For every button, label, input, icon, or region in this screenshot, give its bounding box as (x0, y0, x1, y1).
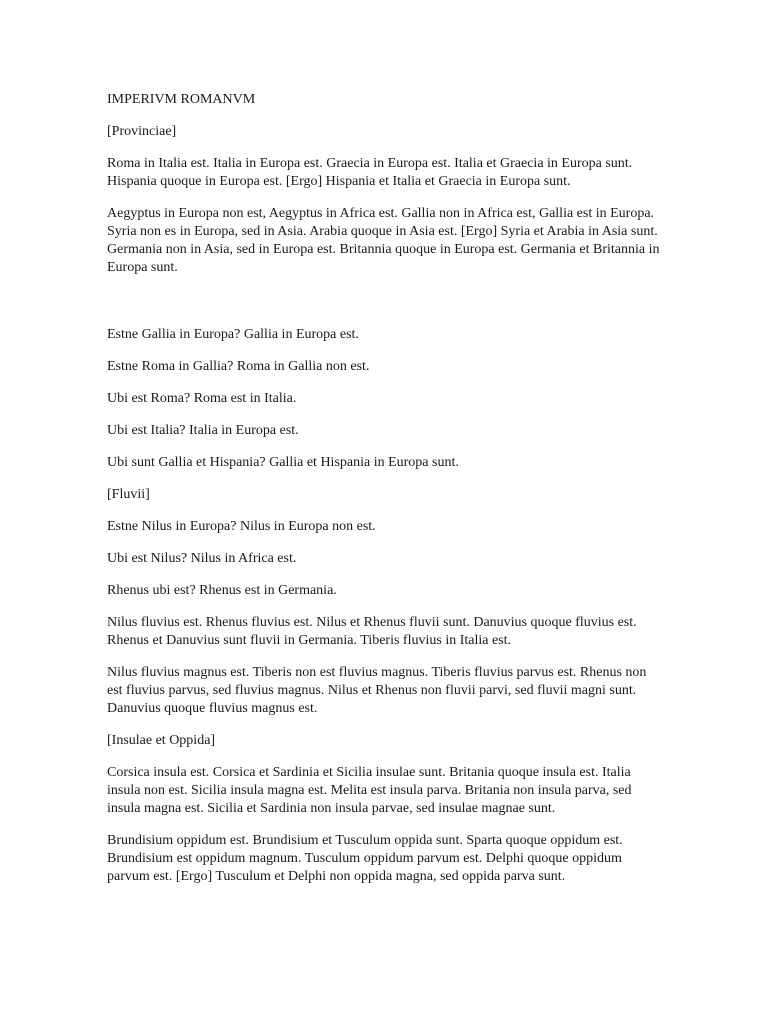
paragraph: Brundisium oppidum est. Brundisium et Tusculum oppida sunt. Sparta quoque oppidum est. Brundisium est oppidum magnum. Tusculum oppidum parvum est. Delphi quoque oppidum parvum est. [Ergo] Tusculum et Delphi non oppida magna, sed oppida parva sunt. (107, 833, 623, 884)
question-answer-line: Ubi est Roma? Roma est in Italia. (107, 391, 297, 406)
question-answer-line: Estne Gallia in Europa? Gallia in Europa est. (107, 327, 359, 342)
section-heading-insulae: [Insulae et Oppida] (107, 733, 216, 748)
question-answer-line: Ubi est Nilus? Nilus in Africa est. (107, 551, 297, 566)
paragraph: Nilus fluvius magnus est. Tiberis non est fluvius magnus. Tiberis fluvius parvus est. Rhenus non est fluvius parvus, sed fluvius magnus. Nilus et Rhenus non fluvii parvi, sed fluvii magni sunt. Danuvius quoque fluvius magnus est. (107, 665, 647, 716)
blank-space (107, 291, 663, 326)
document-page (107, 91, 663, 900)
paragraph: Corsica insula est. Corsica et Sardinia et Sicilia insulae sunt. Britania quoque insula est. Italia insula non est. Sicilia insula magna est. Melita est insula parva. Britania non insula parva, sed insula magna est. Sicilia et Sardinia non insula parvae, sed insulae magnae sunt. (107, 765, 632, 816)
section-heading-fluvii: [Fluvii] (107, 487, 150, 502)
question-answer-line: Estne Nilus in Europa? Nilus in Europa non est. (107, 519, 376, 534)
paragraph: Nilus fluvius est. Rhenus fluvius est. Nilus et Rhenus fluvii sunt. Danuvius quoque fluvius est. Rhenus et Danuvius sunt fluvii in Germania. Tiberis fluvius in Italia est. (107, 615, 637, 648)
paragraph: Roma in Italia est. Italia in Europa est. Graecia in Europa est. Italia et Graecia in Europa sunt. Hispania quoque in Europa est. [Ergo] Hispania et Italia et Graecia in Europa sunt. (107, 156, 633, 189)
document-title: IMPERIVM ROMANVM (107, 92, 256, 107)
paragraph: Aegyptus in Europa non est, Aegyptus in Africa est. Gallia non in Africa est, Gallia est in Europa. Syria non es in Europa, sed in Asia. Arabia quoque in Asia est. [Ergo] Syria et Arabia in Asia sunt. Germania non in Asia, sed in Europa est. Britannia quoque in Europa est. Germania et Britannia in Europa sunt. (107, 206, 660, 275)
section-heading-provinciae: [Provinciae] (107, 124, 177, 139)
question-answer-line: Rhenus ubi est? Rhenus est in Germania. (107, 583, 337, 598)
question-answer-line: Ubi est Italia? Italia in Europa est. (107, 423, 299, 438)
question-answer-line: Estne Roma in Gallia? Roma in Gallia non est. (107, 359, 370, 374)
question-answer-line: Ubi sunt Gallia et Hispania? Gallia et Hispania in Europa sunt. (107, 455, 459, 470)
